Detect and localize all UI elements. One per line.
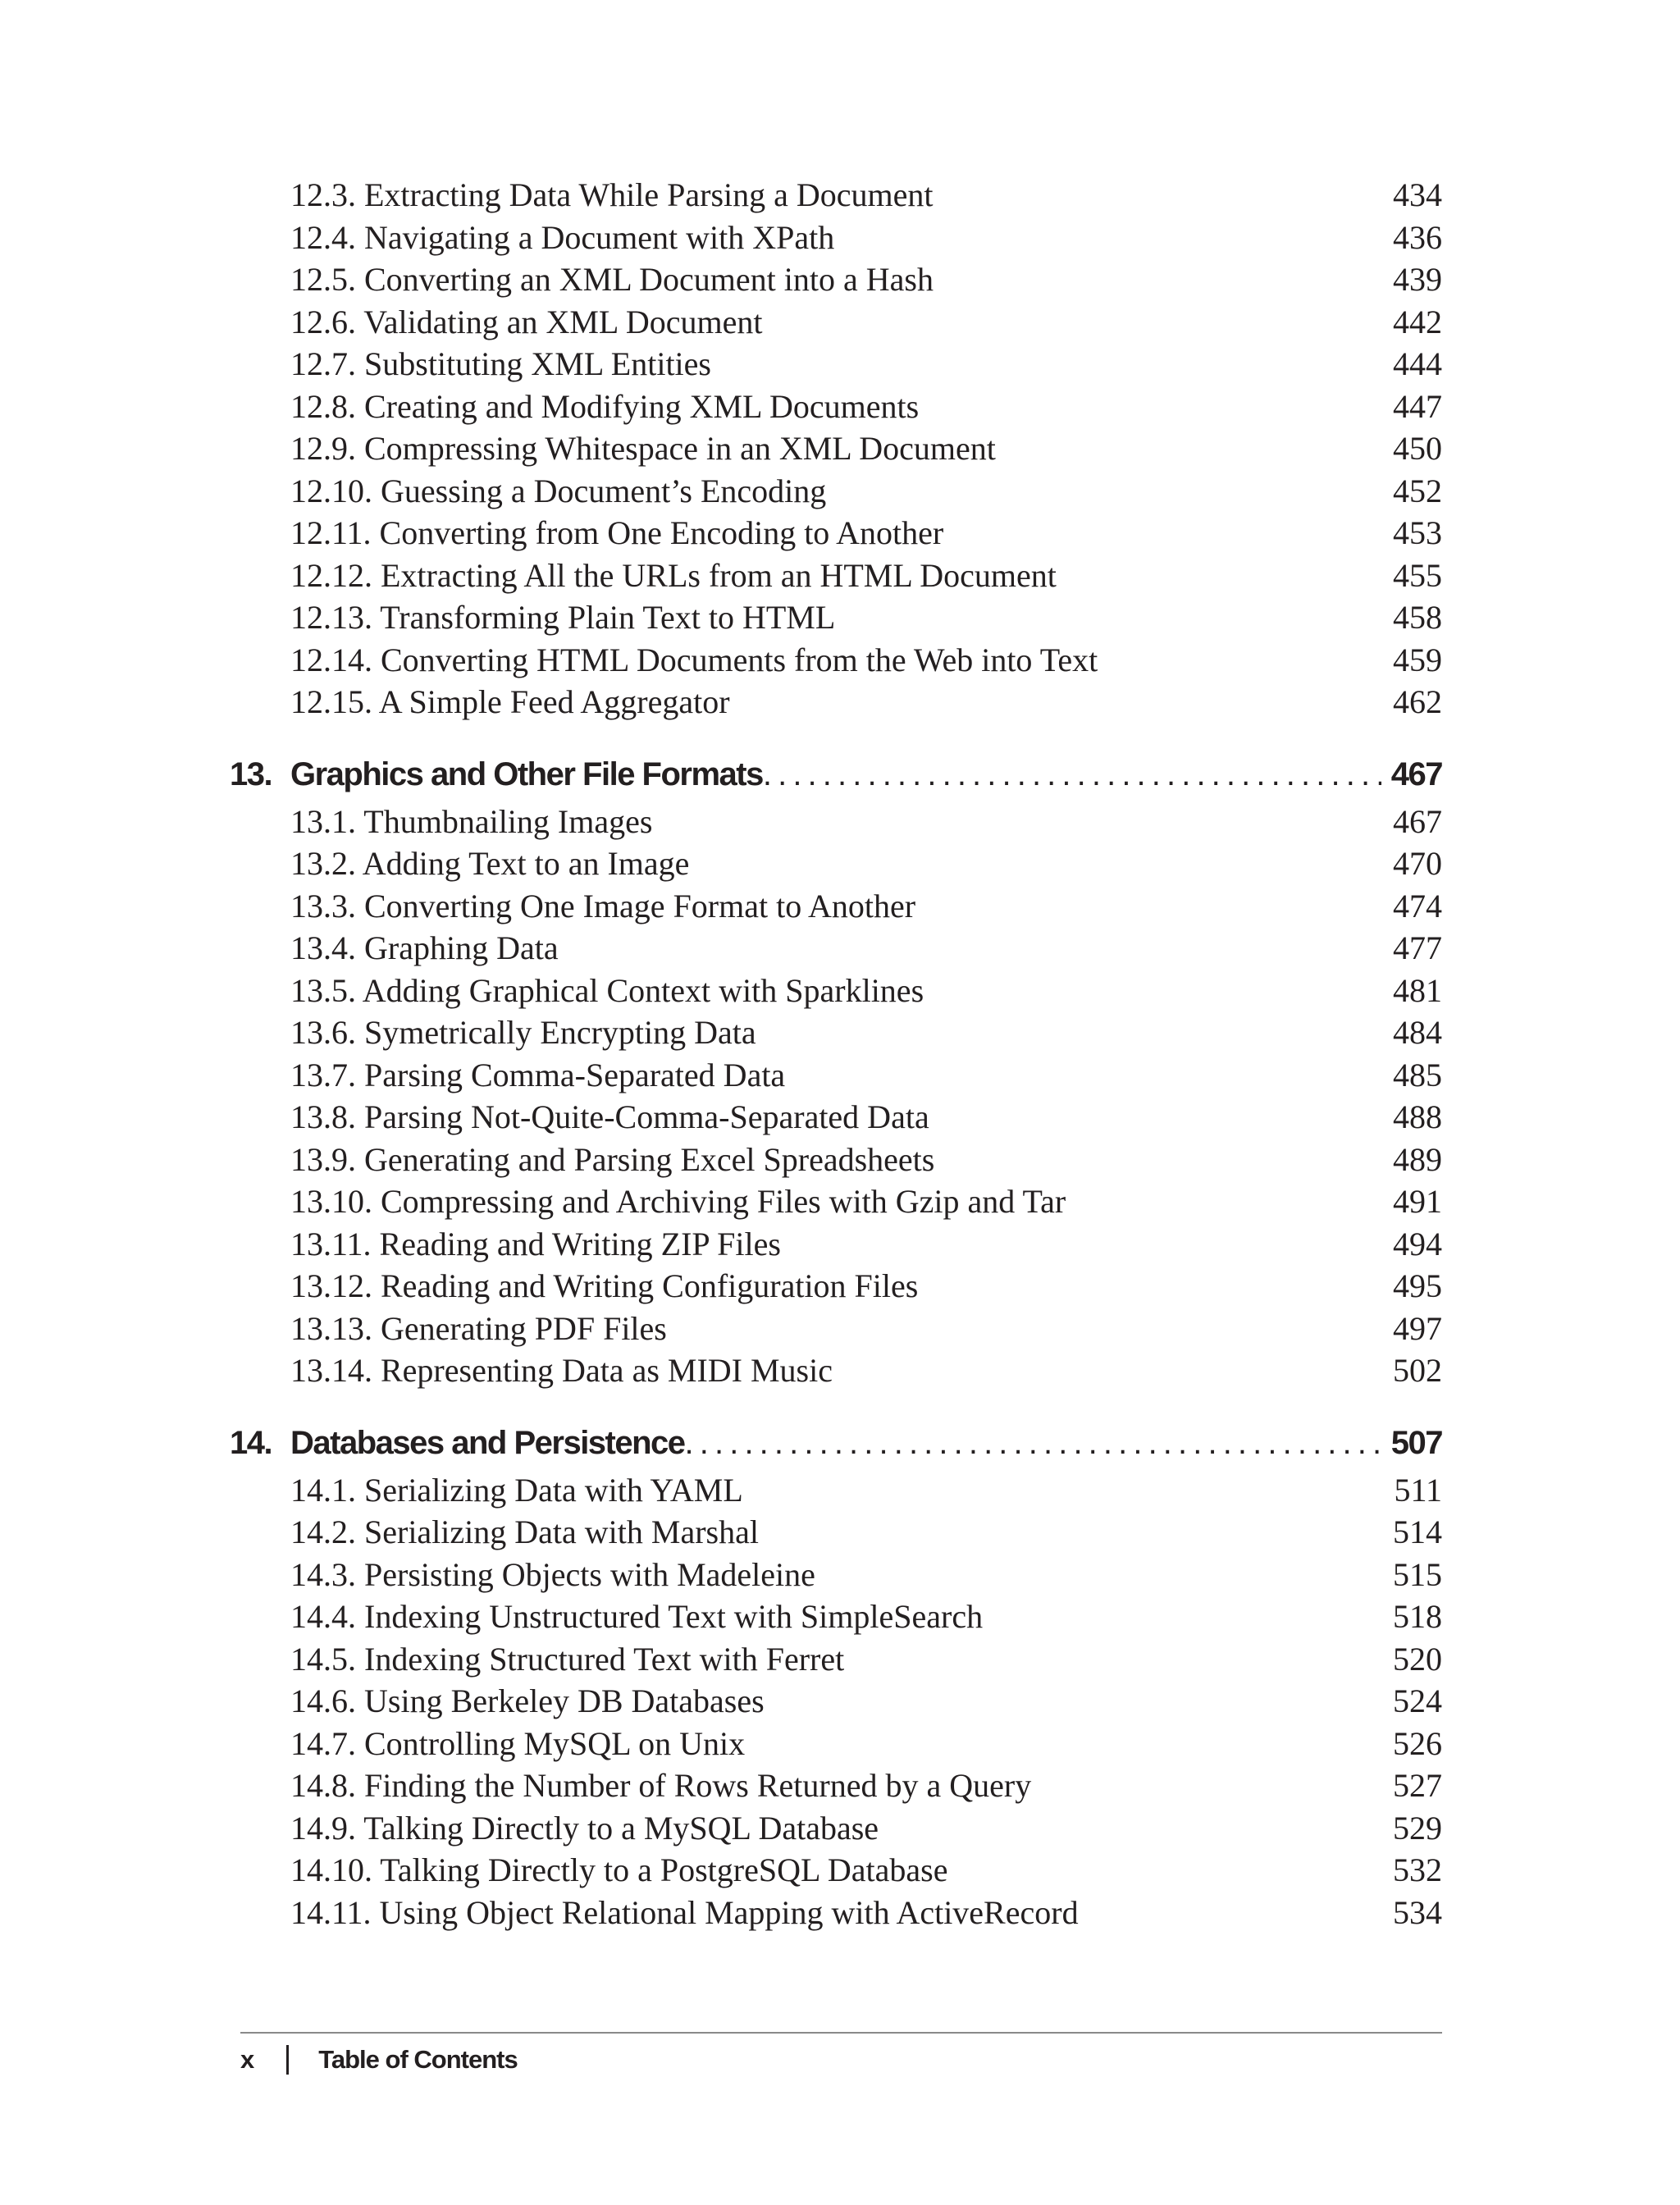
entry-title: 14.11. Using Object Relational Mapping with ActiveRecord	[290, 1893, 1079, 1931]
entry-page-number: 488	[1393, 1098, 1442, 1135]
toc-entry[interactable]	[290, 387, 1442, 430]
entry-page-number: 455	[1393, 556, 1442, 594]
dot-leader	[763, 756, 1381, 793]
entry-page-number: 459	[1393, 641, 1442, 678]
toc-entry[interactable]	[290, 844, 1442, 887]
entry-title: 13.3. Converting One Image Format to Another	[290, 887, 916, 924]
chapter-heading[interactable]	[230, 756, 1442, 802]
toc-entry[interactable]	[290, 1640, 1442, 1682]
entry-page-number: 439	[1393, 261, 1442, 298]
entry-page-number: 515	[1393, 1555, 1442, 1593]
entry-page-number: 502	[1393, 1352, 1442, 1389]
entry-page-number: 495	[1393, 1267, 1442, 1304]
toc-entry[interactable]	[290, 1597, 1442, 1640]
chapter-page-number: 507	[1390, 1424, 1442, 1461]
toc-entry[interactable]	[290, 1182, 1442, 1225]
chapter-title: Databases and Persistence	[290, 1424, 685, 1461]
entry-title: 12.15. A Simple Feed Aggregator	[290, 683, 730, 720]
entry-page-number: 462	[1393, 683, 1442, 720]
chapter-number: 13.	[230, 756, 272, 792]
toc-entry[interactable]	[290, 1140, 1442, 1183]
entry-page-number: 532	[1393, 1851, 1442, 1888]
entry-title: 12.14. Converting HTML Documents from the Web into Text	[290, 641, 1098, 678]
entry-title: 12.8. Creating and Modifying XML Documents	[290, 387, 920, 425]
toc-entry[interactable]	[290, 260, 1442, 303]
entry-title: 12.13. Transforming Plain Text to HTML	[290, 599, 836, 636]
entry-title: 12.4. Navigating a Document with XPath	[290, 218, 835, 256]
entry-page-number: 436	[1393, 218, 1442, 256]
entry-title: 12.5. Converting an XML Document into a Hash	[290, 261, 934, 298]
toc-entry[interactable]	[290, 1809, 1442, 1851]
toc-entry[interactable]	[290, 1555, 1442, 1598]
toc-entry[interactable]	[290, 682, 1442, 725]
entry-title: 12.12. Extracting All the URLs from an HTML Document	[290, 556, 1057, 594]
toc-entry[interactable]	[290, 929, 1442, 971]
entry-title: 14.6. Using Berkeley DB Databases	[290, 1682, 765, 1719]
entry-page-number: 494	[1393, 1225, 1442, 1262]
toc-entry[interactable]	[290, 1766, 1442, 1809]
chapter-title: Graphics and Other File Formats	[290, 756, 763, 792]
entry-title: 13.12. Reading and Writing Configuration Files	[290, 1267, 919, 1304]
entry-page-number: 474	[1393, 887, 1442, 924]
toc-entry[interactable]	[290, 218, 1442, 261]
entry-title: 13.4. Graphing Data	[290, 929, 559, 966]
entry-page-number: 524	[1393, 1682, 1442, 1719]
toc-content	[230, 176, 1442, 1935]
entry-page-number: 534	[1393, 1893, 1442, 1931]
entry-title: 13.10. Compressing and Archiving Files with Gzip and Tar	[290, 1183, 1066, 1220]
toc-entry[interactable]	[290, 1267, 1442, 1309]
toc-entry[interactable]	[290, 1851, 1442, 1893]
entry-page-number: 477	[1393, 929, 1442, 966]
toc-entry[interactable]	[290, 514, 1442, 556]
dot-leader	[685, 1425, 1381, 1462]
entry-page-number: 511	[1394, 1471, 1442, 1509]
entry-page-number: 518	[1393, 1598, 1442, 1635]
entry-title: 14.9. Talking Directly to a MySQL Database	[290, 1809, 879, 1847]
entry-title: 13.6. Symetrically Encrypting Data	[290, 1014, 756, 1051]
entry-page-number: 527	[1393, 1767, 1442, 1804]
entry-page-number: 450	[1393, 430, 1442, 467]
toc-entry[interactable]	[290, 971, 1442, 1014]
toc-entry[interactable]	[290, 1893, 1442, 1936]
toc-entry[interactable]	[290, 303, 1442, 345]
footer-separator	[286, 2045, 289, 2075]
page-footer	[240, 2045, 518, 2075]
toc-entry[interactable]	[290, 598, 1442, 641]
footer-running-title: Table of Contents	[318, 2045, 518, 2074]
entry-title: 13.14. Representing Data as MIDI Music	[290, 1352, 833, 1389]
entry-title: 14.8. Finding the Number of Rows Returned by a Query	[290, 1767, 1032, 1804]
toc-entry[interactable]	[290, 429, 1442, 472]
entry-page-number: 444	[1393, 345, 1442, 382]
toc-entry[interactable]	[290, 176, 1442, 218]
entry-page-number: 434	[1393, 176, 1442, 213]
entry-page-number: 458	[1393, 599, 1442, 636]
entry-page-number: 447	[1393, 387, 1442, 425]
entry-title: 12.6. Validating an XML Document	[290, 303, 763, 340]
entry-title: 14.2. Serializing Data with Marshal	[290, 1513, 759, 1550]
chapter-number: 14.	[230, 1424, 272, 1461]
toc-entry[interactable]	[290, 887, 1442, 929]
toc-entry[interactable]	[290, 345, 1442, 387]
entry-title: 13.9. Generating and Parsing Excel Spreadsheets	[290, 1140, 935, 1178]
toc-entry[interactable]	[290, 472, 1442, 514]
entry-title: 14.10. Talking Directly to a PostgreSQL Database	[290, 1851, 948, 1888]
entry-title: 13.8. Parsing Not-Quite-Comma-Separated Data	[290, 1098, 929, 1135]
chapter-page-number: 467	[1390, 756, 1442, 792]
toc-entry[interactable]	[290, 1013, 1442, 1056]
entry-title: 12.9. Compressing Whitespace in an XML Document	[290, 430, 996, 467]
entry-page-number: 514	[1393, 1513, 1442, 1550]
toc-entry[interactable]	[290, 1225, 1442, 1267]
entry-page-number: 453	[1393, 514, 1442, 551]
entry-page-number: 481	[1393, 971, 1442, 1009]
toc-entry[interactable]	[290, 1309, 1442, 1352]
toc-entry[interactable]	[290, 802, 1442, 845]
footer-page-number: x	[240, 2045, 254, 2074]
entry-page-number: 452	[1393, 472, 1442, 509]
entry-title: 13.13. Generating PDF Files	[290, 1309, 667, 1347]
entry-page-number: 467	[1393, 802, 1442, 840]
entry-title: 12.3. Extracting Data While Parsing a Document	[290, 176, 934, 213]
entry-title: 13.5. Adding Graphical Context with Sparklines	[290, 971, 924, 1009]
entry-page-number: 497	[1393, 1309, 1442, 1347]
entry-title: 13.11. Reading and Writing ZIP Files	[290, 1225, 781, 1262]
toc-entry[interactable]	[290, 1471, 1442, 1513]
entry-title: 13.2. Adding Text to an Image	[290, 845, 690, 882]
toc-entry[interactable]	[290, 556, 1442, 599]
entry-page-number: 442	[1393, 303, 1442, 340]
footer-rule	[240, 2032, 1442, 2034]
toc-entry[interactable]	[290, 1682, 1442, 1724]
entry-title: 14.5. Indexing Structured Text with Ferret	[290, 1640, 845, 1678]
entry-page-number: 489	[1393, 1140, 1442, 1178]
entry-title: 13.7. Parsing Comma-Separated Data	[290, 1056, 786, 1093]
toc-entry[interactable]	[290, 1056, 1442, 1098]
entry-page-number: 520	[1393, 1640, 1442, 1678]
chapter-heading[interactable]	[230, 1425, 1442, 1471]
entry-title: 12.11. Converting from One Encoding to Another	[290, 514, 944, 551]
entry-title: 14.3. Persisting Objects with Madeleine	[290, 1555, 815, 1593]
toc-entry[interactable]	[290, 641, 1442, 683]
toc-entry[interactable]	[290, 1351, 1442, 1394]
entry-page-number: 470	[1393, 845, 1442, 882]
entry-title: 13.1. Thumbnailing Images	[290, 802, 653, 840]
toc-entry[interactable]	[290, 1098, 1442, 1140]
entry-title: 12.10. Guessing a Document’s Encoding	[290, 472, 827, 509]
entry-page-number: 484	[1393, 1014, 1442, 1051]
entry-title: 14.7. Controlling MySQL on Unix	[290, 1724, 746, 1762]
entry-title: 12.7. Substituting XML Entities	[290, 345, 711, 382]
entry-page-number: 491	[1393, 1183, 1442, 1220]
entry-title: 14.4. Indexing Unstructured Text with SimpleSearch	[290, 1598, 984, 1635]
entry-title: 14.1. Serializing Data with YAML	[290, 1471, 743, 1509]
entry-page-number: 526	[1393, 1724, 1442, 1762]
toc-entry[interactable]	[290, 1724, 1442, 1767]
toc-entry[interactable]	[290, 1513, 1442, 1555]
entry-page-number: 529	[1393, 1809, 1442, 1847]
entry-page-number: 485	[1393, 1056, 1442, 1093]
